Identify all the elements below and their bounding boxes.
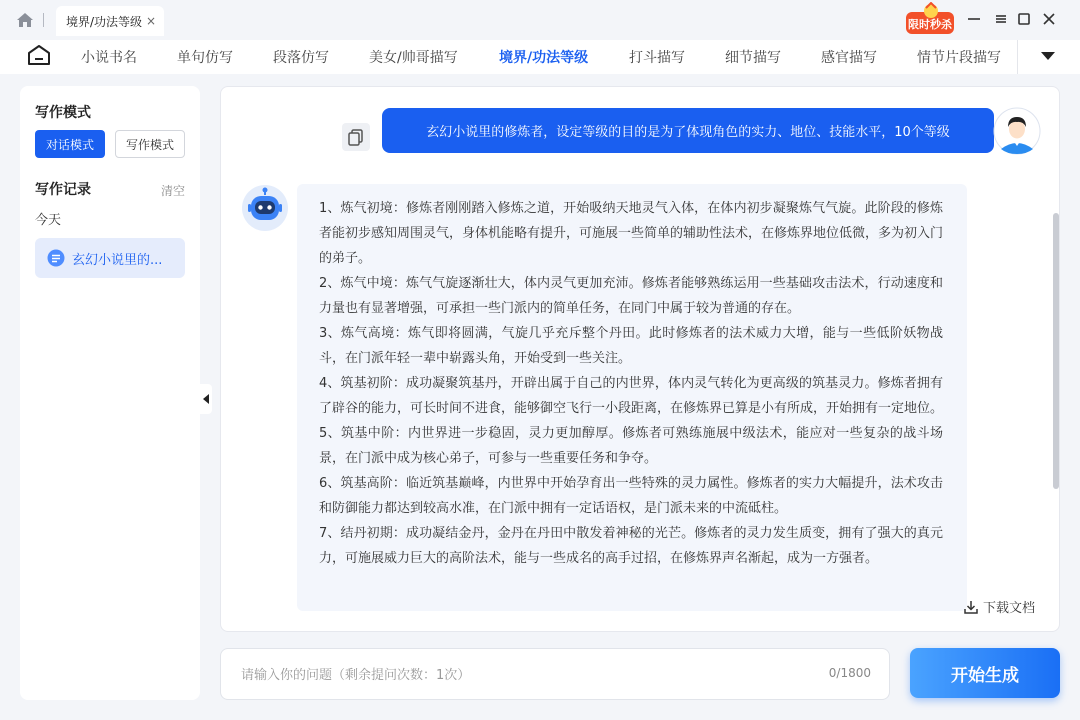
nav-tab-sentence-imitation[interactable]: 单句仿写: [177, 50, 233, 66]
close-icon[interactable]: [1040, 10, 1058, 28]
date-group-label: 今天: [35, 213, 62, 228]
sidebar: [20, 86, 200, 700]
answer-paragraph: 1、炼气初境：修炼者刚刚踏入修炼之道，开始吸纳天地灵气入体，在体内初步凝聚炼气气旋。此阶段的修炼者能初步感知周围灵气，身体机能略有提升，可施展一些简单的辅助性法术，在修炼界地位低微，多为初入门的弟子。: [319, 201, 944, 266]
question-input[interactable]: [241, 663, 801, 687]
nav-tab-character-description[interactable]: 美女/帅哥描写: [369, 50, 458, 66]
copy-icon[interactable]: [342, 123, 370, 151]
assistant-answer: [297, 184, 967, 611]
nav-tab-detail-description[interactable]: 细节描写: [725, 50, 781, 66]
answer-paragraph: 5、筑基中阶：内世界进一步稳固，灵力更加醇厚。修炼者可熟练施展中级法术，能应对一些复杂的战斗场景，在门派中成为核心弟子，可参与一些重要任务和争夺。: [319, 426, 943, 466]
nav-more-dropdown-icon[interactable]: [1041, 52, 1055, 60]
chat-record-icon: [47, 249, 65, 267]
nav-tab-paragraph-imitation[interactable]: 段落仿写: [273, 50, 329, 66]
writing-record-heading: 写作记录: [35, 182, 91, 198]
record-item-label: 玄幻小说里的...: [72, 252, 163, 268]
start-generate-button[interactable]: 开始生成: [910, 648, 1060, 698]
char-counter: 0/1800: [828, 666, 871, 680]
clear-records-button[interactable]: 清空: [161, 184, 186, 198]
nav-tab-novel-title[interactable]: 小说书名: [81, 50, 137, 66]
sidebar-collapse-handle[interactable]: [200, 384, 212, 414]
chat-panel: [220, 86, 1060, 632]
nav-tab-realm-levels[interactable]: 境界/功法等级: [499, 50, 589, 66]
title-divider: [43, 13, 44, 27]
download-document-button[interactable]: [963, 597, 1035, 616]
promo-text: 限时秒杀: [908, 18, 952, 31]
title-bar: [0, 0, 1080, 40]
record-list-item[interactable]: [35, 238, 185, 278]
nav-tab-plot-fragment[interactable]: 情节片段描写: [917, 50, 1001, 66]
minimize-icon[interactable]: [965, 10, 983, 28]
top-nav: [0, 40, 1080, 74]
home-icon[interactable]: [16, 12, 34, 28]
answer-paragraph: 3、炼气高境：炼气即将圆满，气旋几乎充斥整个丹田。此时修炼者的法术威力大增，能与一些低阶妖物战斗，在门派年轻一辈中崭露头角，开始受到一些关注。: [319, 326, 943, 366]
home-nav-icon[interactable]: [27, 44, 51, 66]
writing-mode-button[interactable]: 写作模式: [115, 130, 185, 158]
maximize-icon[interactable]: [1015, 10, 1033, 28]
answer-paragraph: 6、筑基高阶：临近筑基巅峰，内世界中开始孕育出一些特殊的灵力属性。修炼者的实力大幅提升，法术攻击和防御能力都达到较高水准，在门派中拥有一定话语权，是门派未来的中流砥柱。: [319, 476, 943, 516]
download-icon: [963, 599, 979, 615]
bot-avatar: [241, 184, 289, 232]
answer-paragraph: 7、结丹初期：成功凝结金丹，金丹在丹田中散发着神秘的光芒。修炼者的灵力发生质变，拥有了强大的真元力，可施展威力巨大的高阶法术，能与一些成名的高手过招，在修炼界声名渐起，成为一方强者。: [319, 526, 943, 566]
nav-divider: [1017, 40, 1018, 74]
chat-mode-button[interactable]: 对话模式: [35, 130, 105, 158]
nav-tab-fight-description[interactable]: 打斗描写: [629, 50, 685, 66]
answer-paragraph: 2、炼气中境：炼气气旋逐渐壮大，体内灵气更加充沛。修炼者能够熟练运用一些基础攻击法术，行动速度和力量也有显著增强，可承担一些门派内的简单任务，在同门中属于较为普通的存在。: [319, 276, 943, 316]
question-input-box: [220, 648, 890, 700]
restore-icon[interactable]: [992, 10, 1010, 28]
promo-badge[interactable]: [900, 2, 958, 36]
nav-tab-sensory-description[interactable]: 感官描写: [821, 50, 877, 66]
user-avatar: [993, 107, 1041, 155]
tab-close-icon[interactable]: ×: [145, 14, 156, 28]
chat-scrollbar[interactable]: [1053, 213, 1059, 489]
window-tab-title: 境界/功法等级: [66, 14, 143, 29]
answer-paragraph: 4、筑基初阶：成功凝聚筑基丹，开辟出属于自己的内世界，体内灵气转化为更高级的筑基灵力。修炼者拥有了辟谷的能力，可长时间不进食，能够御空飞行一小段距离，在修炼界已算是小有所成，开始拥有一定地位。: [319, 376, 944, 416]
user-message-bubble: 玄幻小说里的修炼者，设定等级的目的是为了体现角色的实力、地位、技能水平，10个等级: [382, 108, 994, 153]
download-label: 下载文档: [983, 601, 1036, 616]
window-tab[interactable]: [56, 6, 164, 36]
writing-mode-heading: 写作模式: [35, 105, 91, 121]
